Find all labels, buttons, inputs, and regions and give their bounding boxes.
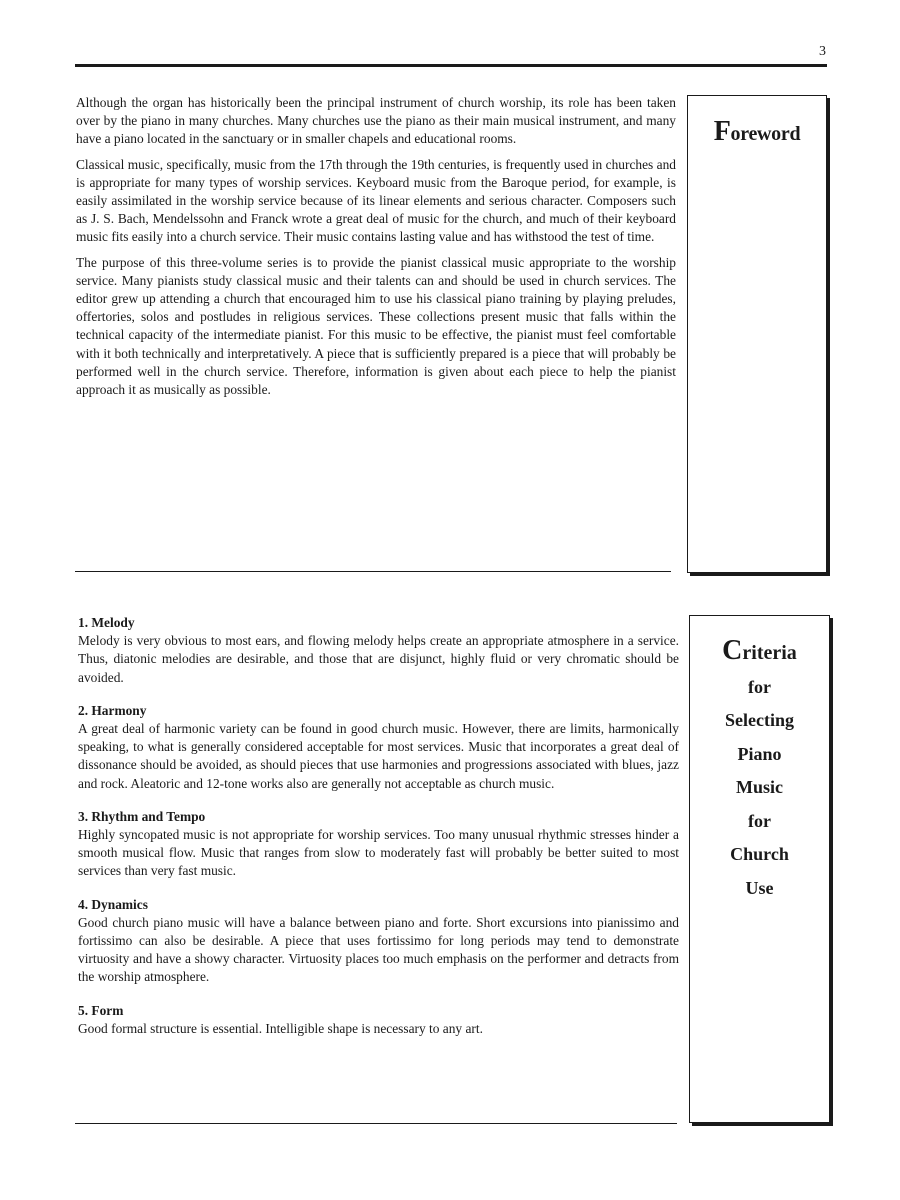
criterion-text: Melody is very obvious to most ears, and flowing melody helps create an appropriate atmosphere in a service. Thus, diatonic melodies are desirable, and those that are disjunct, highly fluid or very chromatic should be avoided. bbox=[78, 633, 679, 685]
criterion-text: Good formal structure is essential. Intelligible shape is necessary to any art. bbox=[78, 1020, 483, 1036]
criteria-title-word: for bbox=[748, 810, 771, 831]
section-divider bbox=[75, 571, 671, 572]
page-number: 3 bbox=[819, 44, 826, 59]
criteria-sidebox bbox=[689, 615, 830, 1123]
criteria-title-word: for bbox=[748, 676, 771, 697]
top-rule bbox=[75, 64, 827, 67]
criteria-title-word: Selecting bbox=[725, 710, 794, 730]
criterion-harmony bbox=[78, 702, 679, 793]
criteria-title-word: Use bbox=[745, 877, 774, 898]
criterion-melody bbox=[78, 614, 679, 687]
criterion-form bbox=[78, 1002, 679, 1038]
criterion-heading: 4. Dynamics bbox=[78, 896, 148, 912]
criterion-dynamics bbox=[78, 896, 679, 987]
foreword-sidebox bbox=[687, 95, 827, 573]
criteria-title-word: Music bbox=[736, 777, 783, 797]
criterion-text: A great deal of harmonic variety can be found in good church music. However, there are limits, harmonically speaking, to what is generally considered acceptable for most services. Music that incorporates a great deal of dissonance should be avoided, as should pieces that use harmonies and progressions associated with blues, jazz and rock. Aleatoric and 12-tone works also are generally not acceptable as church music. bbox=[78, 721, 679, 791]
criterion-text: Good church piano music will have a balance between piano and forte. Short excursions into pianissimo and fortissimo can also be desirable. A piece that uses fortissimo for long periods may tend to demonstrate virtuosity and have a showy character. Virtuosity places too much emphasis on the performer and detracts from the worship atmosphere. bbox=[78, 914, 679, 985]
criteria-title bbox=[690, 634, 829, 905]
foreword-title bbox=[688, 116, 826, 148]
criterion-heading: 1. Melody bbox=[78, 615, 135, 630]
criteria-title-rest: riteria bbox=[742, 642, 797, 664]
criterion-heading: 3. Rhythm and Tempo bbox=[78, 808, 206, 824]
criterion-heading: 2. Harmony bbox=[78, 702, 147, 718]
criteria-title-initial: C bbox=[722, 635, 743, 666]
foreword-title-initial: F bbox=[713, 116, 731, 147]
foreword-title-rest: oreword bbox=[730, 123, 801, 145]
criterion-rhythm-tempo bbox=[78, 808, 679, 881]
criterion-text: Highly syncopated music is not appropriate for worship services. Too many unusual rhythmic stresses hinder a smooth musical flow. Music that ranges from slow to moderately fast will probably be better suited to most services than very fast music. bbox=[78, 827, 679, 879]
criteria-title-word: Church bbox=[730, 844, 789, 864]
criterion-heading: 5. Form bbox=[78, 1002, 124, 1018]
criteria-list bbox=[78, 614, 679, 1053]
foreword-paragraph: Although the organ has historically been the principal instrument of church worship, its role has been taken over by the piano in many churches. Many churches use the piano as their main musical instrument, and many have a piano located in the sanctuary or in smaller chapels and educational rooms. bbox=[76, 95, 676, 147]
criteria-title-word: Piano bbox=[737, 743, 782, 764]
criteria-title-word bbox=[690, 634, 829, 671]
foreword-paragraph: Classical music, specifically, music from the 17th through the 19th centuries, is frequently used in churches and is appropriate for many types of worship services. Keyboard music from the Baroque period, for example, is easily assimilated in the worship service because of its linear elements and serious character. Composers such as J. S. Bach, Mendelssohn and Franck wrote a great deal of music for the church, and much of their keyboard music fits easily into a church service. Their music contains lasting value and has withstood the test of time. bbox=[76, 156, 676, 245]
bottom-rule bbox=[75, 1123, 677, 1124]
foreword-body bbox=[76, 94, 676, 406]
foreword-paragraph: The purpose of this three-volume series is to provide the pianist classical music appropriate to the worship service. Many pianists study classical music and their talents can and should be used in church services. The editor grew up attending a church that encouraged him to use his classical piano training by playing preludes, offertories, solos and postludes in religious services. These collections present music that falls within the technical capacity of the intermediate pianist. For this music to be effective, the pianist must feel comfortable with it both technically and interpretatively. A piece that is sufficiently prepared is a piece that will probably be performed well in the church service. Therefore, information is given about each piece to help the pianist approach it as musically as possible. bbox=[76, 254, 676, 398]
